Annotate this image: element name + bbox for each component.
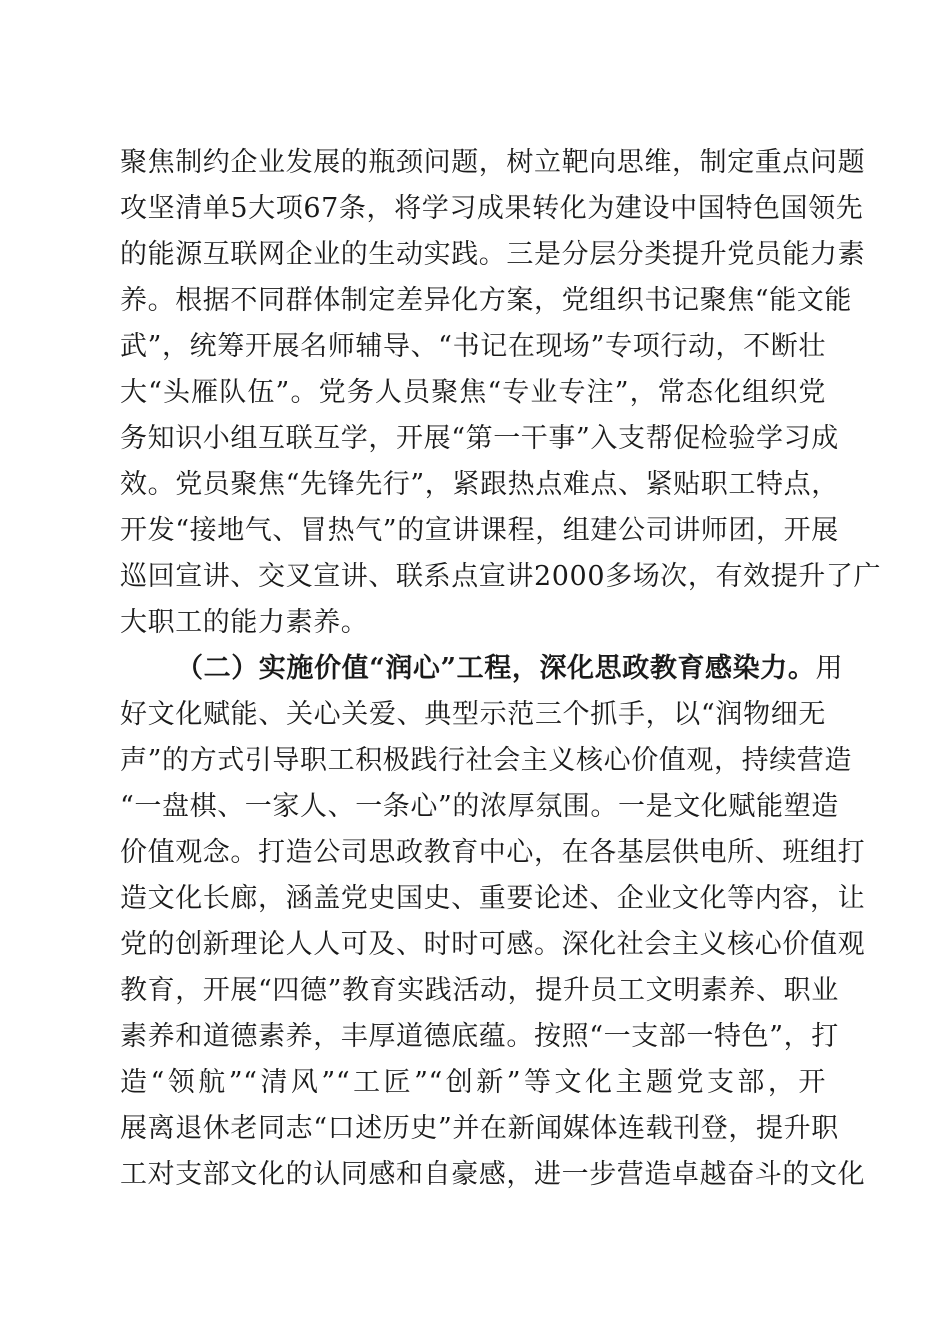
text-line: 素养和道德素养，丰厚道德底蕴。按照“一支部一特色”，打 xyxy=(120,1021,839,1052)
paragraph-2 xyxy=(120,646,866,1198)
text-line: 教育，开展“四德”教育实践活动，提升员工文明素养、职业 xyxy=(120,975,839,1006)
text-line: 的能源互联网企业的生动实践。三是分层分类提升党员能力素 xyxy=(120,239,866,270)
paragraph-1 xyxy=(120,140,882,646)
text-line: 务知识小组互联互学，开展“第一干事”入支帮促检验学习成 xyxy=(120,423,839,454)
text-line: 造文化长廊，涵盖党史国史、重要论述、企业文化等内容，让 xyxy=(120,883,866,914)
text-line: 大职工的能力素养。 xyxy=(120,607,369,638)
text-line: 展离退休老同志“口述历史”并在新闻媒体连载刊登，提升职 xyxy=(120,1113,839,1144)
text-line: 武”，统筹开展名师辅导、“书记在现场”专项行动，不断壮 xyxy=(120,331,826,362)
section-heading: （二）实施价值“润心”工程，深化思政教育感染力。 xyxy=(176,653,816,684)
text-line: “一盘棋、一家人、一条心”的浓厚氛围。一是文化赋能塑造 xyxy=(120,791,839,822)
text-line: 价值观念。打造公司思政教育中心，在各基层供电所、班组打 xyxy=(120,837,866,868)
text-line: 声”的方式引导职工积极践行社会主义核心价值观，持续营造 xyxy=(120,745,853,776)
heading-line-tail: 用 xyxy=(815,653,844,684)
heading-line xyxy=(120,646,844,692)
text-line: 工对支部文化的认同感和自豪感，进一步营造卓越奋斗的文化 xyxy=(120,1159,866,1190)
text-line: 大“头雁队伍”。党务人员聚焦“专业专注”，常态化组织党 xyxy=(120,377,826,408)
text-line: 党的创新理论人人可及、时时可感。深化社会主义核心价值观 xyxy=(120,929,866,960)
text-line: 聚焦制约企业发展的瓶颈问题，树立靶向思维，制定重点问题 xyxy=(120,147,866,178)
text-line: 好文化赋能、关心关爱、典型示范三个抓手，以“润物细无 xyxy=(120,699,826,730)
text-line: 造“领航”“清风”“工匠”“创新”等文化主题党支部，开 xyxy=(120,1067,826,1098)
text-line: 巡回宣讲、交叉宣讲、联系点宣讲2000多场次，有效提升了广 xyxy=(120,561,882,592)
document-body xyxy=(120,140,882,1198)
text-line: 开发“接地气、冒热气”的宣讲课程，组建公司讲师团，开展 xyxy=(120,515,839,546)
text-line: 养。根据不同群体制定差异化方案，党组织书记聚焦“能文能 xyxy=(120,285,853,316)
text-line: 效。党员聚焦“先锋先行”，紧跟热点难点、紧贴职工特点， xyxy=(120,469,839,500)
text-line: 攻坚清单5大项67条，将学习成果转化为建设中国特色国领先 xyxy=(120,193,864,224)
